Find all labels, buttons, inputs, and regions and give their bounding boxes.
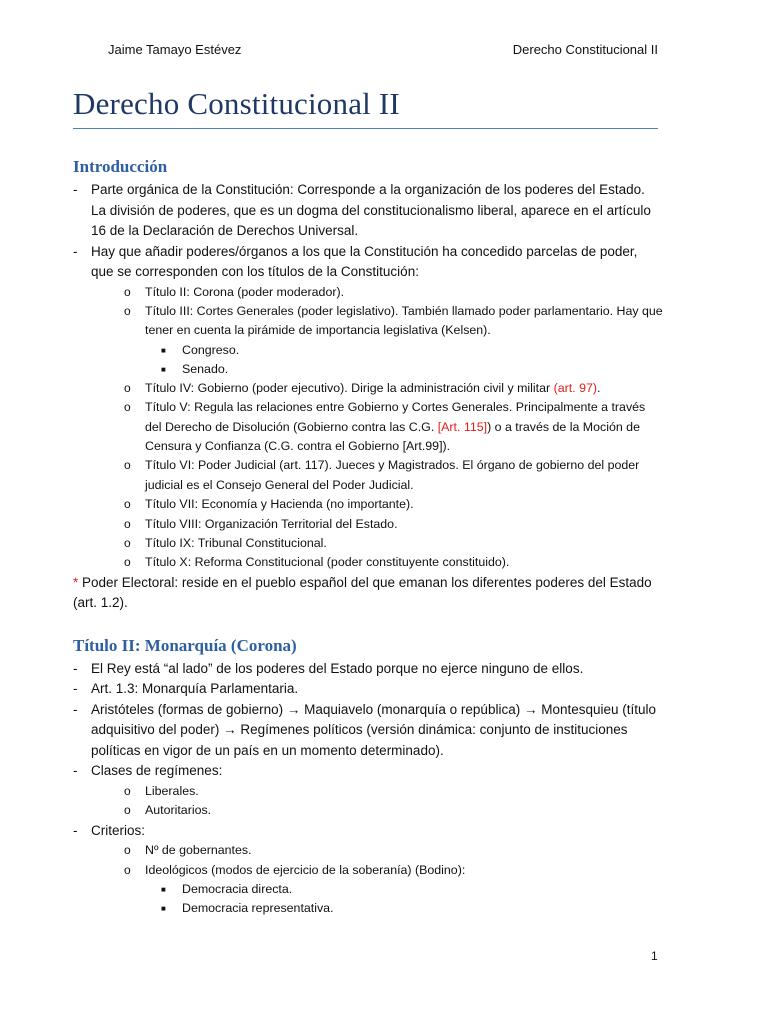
sub-sub-list-item xyxy=(73,341,663,360)
dash-bullet: - xyxy=(73,822,78,838)
page-number: 1 xyxy=(651,949,658,963)
sub-list-item-text: Título IX: Tribunal Constitucional. xyxy=(145,535,327,550)
circle-bullet: o xyxy=(124,843,131,858)
list-item-text: El Rey está “al lado” de los poderes del Estado porque no ejerce ninguno de ellos. xyxy=(91,660,584,676)
circle-bullet: o xyxy=(124,497,131,512)
sub-list-item xyxy=(73,379,663,398)
sub-list-item-text: Título VII: Economía y Hacienda (no importante). xyxy=(145,497,414,512)
sub-list-item xyxy=(73,801,663,820)
circle-bullet: o xyxy=(124,783,131,798)
sub-list-item-text: Título II: Corona (poder moderador). xyxy=(145,284,345,299)
sub-sub-list-item-text: Congreso. xyxy=(182,342,240,357)
note-text: Poder Electoral: reside en el pueblo español del que emanan los diferentes poderes del Estado (art. 1.2). xyxy=(73,574,652,611)
circle-bullet: o xyxy=(124,516,131,531)
list-item-text: Art. 1.3: Monarquía Parlamentaria. xyxy=(91,681,299,697)
dash-bullet: - xyxy=(73,660,78,676)
sub-list-item-text: Título III: Cortes Generales (poder legislativo). También llamado poder parlamentario. Hay que tener en cuenta la pirámide de importancia legislativa (Kelsen). xyxy=(145,303,663,338)
circle-bullet: o xyxy=(124,284,131,299)
list-item xyxy=(73,821,663,842)
sub-list-item-text: Título IV: Gobierno (poder ejecutivo). Dirige la administración civil y militar xyxy=(145,380,554,395)
sub-list-item xyxy=(73,283,663,302)
list-item xyxy=(73,242,663,283)
list-item xyxy=(73,180,663,242)
sub-list-item-text: . xyxy=(596,380,601,395)
sub-list-item-text: Liberales. xyxy=(145,783,199,798)
circle-bullet: o xyxy=(124,555,131,570)
circle-bullet: o xyxy=(124,535,131,550)
sub-sub-list-item-text: Senado. xyxy=(182,361,229,376)
sub-list-item xyxy=(73,495,663,514)
sub-list-item xyxy=(73,841,663,860)
section-heading-introduccion: Introducción xyxy=(73,157,168,176)
sub-sub-list-item-text: Democracia representativa. xyxy=(182,900,334,915)
sub-list-item xyxy=(73,534,663,553)
sub-list-item xyxy=(73,861,663,880)
sub-list-item xyxy=(73,782,663,801)
dash-bullet: - xyxy=(73,763,78,779)
circle-bullet: o xyxy=(124,862,131,877)
list-item-text: Criterios: xyxy=(91,822,146,838)
circle-bullet: o xyxy=(124,380,131,395)
circle-bullet: o xyxy=(124,458,131,473)
sub-list-item-text: Título VIII: Organización Territorial del Estado. xyxy=(145,516,398,531)
sub-list-item-text: Ideológicos (modos de ejercicio de la soberanía) (Bodino): xyxy=(145,862,466,877)
sub-list-item xyxy=(73,302,663,341)
circle-bullet: o xyxy=(124,303,131,318)
list-item-text: Hay que añadir poderes/órganos a los que la Constitución ha concedido parcelas de poder, que se corresponden con los títulos de la Constitución: xyxy=(91,243,638,279)
sub-list-item-text: Nº de gobernantes. xyxy=(145,843,252,858)
sub-list-item-text: Título V: Regula las relaciones entre Gobierno y Cortes Generales. Principalmente a través del Derecho de Disolución (Gobierno contra las C.G. xyxy=(145,400,646,434)
sub-list-item xyxy=(73,398,663,456)
note-asterisk: * xyxy=(73,574,79,590)
sub-sub-list-item-text: Democracia directa. xyxy=(182,881,293,896)
sub-list-item xyxy=(73,553,663,572)
circle-bullet: o xyxy=(124,400,131,415)
sub-list-item xyxy=(73,456,663,495)
list-item-text: Clases de regímenes: xyxy=(91,763,223,779)
list-item xyxy=(73,659,663,680)
sub-list-item-text: Título VI: Poder Judicial (art. 117). Jueces y Magistrados. El órgano de gobierno del poder judicial es el Consejo General del Poder Judicial. xyxy=(145,458,640,492)
circle-bullet: o xyxy=(124,803,131,818)
header-course: Derecho Constitucional II xyxy=(512,42,658,57)
sub-list-item-text: Título X: Reforma Constitucional (poder constituyente constituido). xyxy=(145,555,510,570)
dash-bullet: - xyxy=(73,182,78,197)
list-item xyxy=(73,700,663,762)
document-body xyxy=(73,157,663,918)
square-bullet: ■ xyxy=(161,345,166,355)
document-title: Derecho Constitucional II xyxy=(73,86,400,121)
section-heading-titulo-ii: Título II: Monarquía (Corona) xyxy=(73,635,297,655)
sub-list-item-text: ) o a través de la Moción de Censura y Confianza (C.G. contra el Gobierno [Art.99]). xyxy=(145,419,640,453)
title-underline xyxy=(73,128,658,129)
sub-sub-list-item xyxy=(73,880,663,899)
list-item-text: Aristóteles (formas de gobierno) → Maquiavelo (monarquía o república) → Montesquieu (título adquisitivo del poder) → Regímenes políticos (versión dinámica: conjunto de instituciones políticas en vigor de un país en un momento determinado). xyxy=(91,701,657,758)
dash-bullet: - xyxy=(73,701,78,717)
square-bullet: ■ xyxy=(161,884,166,894)
sub-list-item xyxy=(73,515,663,534)
poder-electoral-note xyxy=(73,573,663,614)
article-reference: [Art. 115] xyxy=(437,419,488,434)
dash-bullet: - xyxy=(73,243,78,259)
list-item xyxy=(73,761,663,782)
square-bullet: ■ xyxy=(161,364,166,374)
sub-list-item-text: Autoritarios. xyxy=(145,803,212,818)
header-author: Jaime Tamayo Estévez xyxy=(108,42,242,57)
list-item xyxy=(73,679,663,700)
list-item-text: Parte orgánica de la Constitución: Corresponde a la organización de los poderes del Estado. La división de poderes, que es un dogma del constitucionalismo liberal, aparece en el artículo 16 de la Declaración de Derechos Universal. xyxy=(91,182,651,238)
square-bullet: ■ xyxy=(161,903,166,913)
sub-sub-list-item xyxy=(73,899,663,918)
dash-bullet: - xyxy=(73,681,78,697)
sub-sub-list-item xyxy=(73,360,663,379)
article-reference: (art. 97) xyxy=(553,380,597,395)
